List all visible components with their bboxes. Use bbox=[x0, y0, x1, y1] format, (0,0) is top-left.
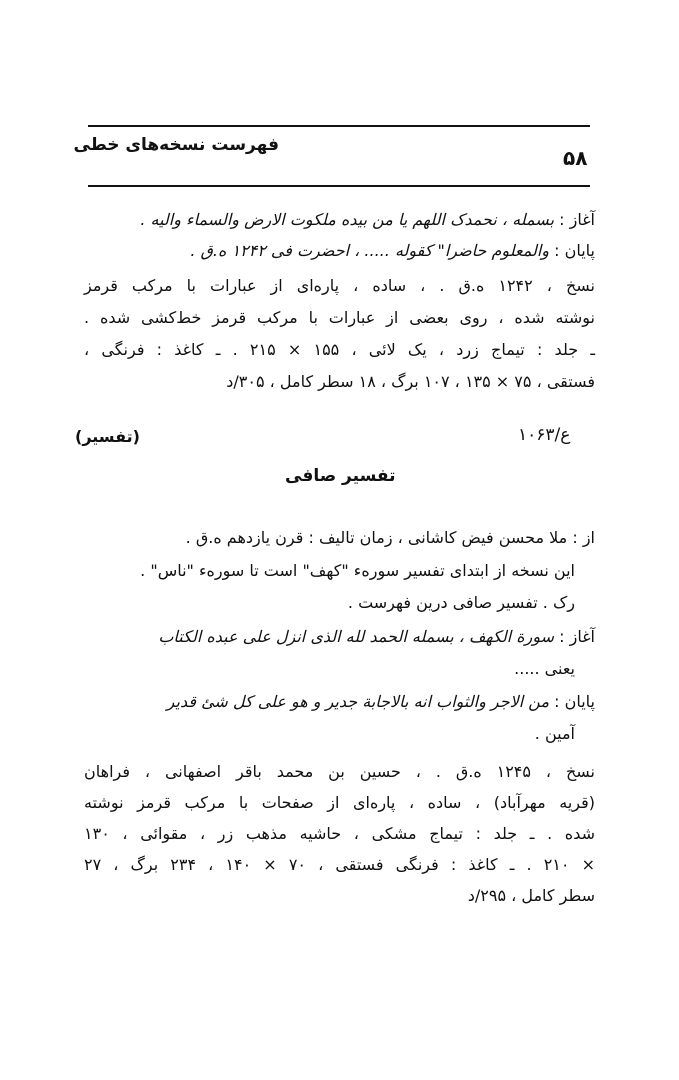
running-header-title: فهرست نسخه‌های خطی bbox=[73, 135, 279, 155]
entry2-author-line bbox=[186, 528, 595, 548]
aghaz-label: آغاز : bbox=[559, 627, 595, 646]
az-label: از : bbox=[572, 528, 595, 547]
entry1-desc-line: ـ جلد : تیماج زرد ، یک لائی ، ۱۵۵ × ۲۱۵ . ـ کاغذ : فرنگی ، bbox=[84, 340, 596, 359]
page-number: ۵۸ bbox=[563, 146, 588, 170]
entry1-desc-line: نوشته شده ، روی بعضی از عبارات با مرکب قرمز خط‌کشی شده . bbox=[84, 308, 595, 327]
catalog-number: ع/۱۰۶۳ bbox=[518, 425, 571, 445]
entry2-desc-line: (قریه مهرآباد) ، ساده ، پاره‌ای از صفحات با مرکب قرمز نوشته bbox=[84, 793, 595, 812]
payan-text: والمعلوم حاضرا" کقوله ..... ، احضرت فی ۱۲۴۲ ه.ق . bbox=[190, 241, 550, 260]
entry1-desc-line: نسخ ، ۱۲۴۲ ه.ق . ، ساده ، پاره‌ای از عبارات با مرکب قرمز bbox=[84, 276, 596, 295]
entry2-note-line: رک . تفسیر صافی درین فهرست . bbox=[347, 593, 575, 612]
entry2-aghaz-line bbox=[158, 627, 595, 647]
header-top-rule bbox=[88, 125, 590, 127]
entry2-desc-line: × ۲۱۰ . ـ کاغذ : فرنگی فستقی ، ۷۰ × ۱۴۰ ، ۲۳۴ برگ ، ۲۷ bbox=[84, 855, 595, 874]
aghaz-label: آغاز : bbox=[559, 210, 595, 229]
entry1-aghaz-line bbox=[140, 210, 595, 230]
payan-text: من الاجر والثواب انه بالاجابة جدیر و هو علی کل شئ قدیر bbox=[166, 692, 550, 711]
payan-label: پایان : bbox=[554, 241, 595, 260]
entry1-desc-line: فستقی ، ۷۵ × ۱۳۵ ، ۱۰۷ برگ ، ۱۸ سطر کامل ، ۳۰۵/د bbox=[226, 372, 595, 391]
az-text: ملا محسن فیض کاشانی ، زمان تالیف : قرن یازدهم ه.ق . bbox=[185, 528, 568, 547]
aghaz-text: سورة الکهف ، بسمله الحمد لله الذی انزل علی عبده الکتاب bbox=[158, 627, 555, 646]
entry2-note-line: این نسخه از ابتدای تفسیر سوره‌ء "کهف" است تا سوره‌ء "ناس" . bbox=[140, 561, 575, 580]
entry2-aghaz-continuation: یعنی ..... bbox=[514, 659, 575, 678]
entry2-payan-continuation: آمین . bbox=[534, 724, 575, 743]
entry1-payan-line bbox=[190, 241, 595, 261]
aghaz-text: بسمله ، نحمدک اللهم یا من بیده ملکوت الارض والسماء والیه . bbox=[140, 210, 555, 229]
entry-title: تفسیر صافی bbox=[285, 466, 396, 486]
entry2-payan-line bbox=[167, 692, 595, 712]
payan-label: پایان : bbox=[554, 692, 595, 711]
entry2-desc-line: نسخ ، ۱۲۴۵ ه.ق . ، حسین بن محمد باقر اصفهانی ، فراهان bbox=[84, 762, 596, 781]
entry2-desc-line: سطر کامل ، ۲۹۵/د bbox=[467, 886, 595, 905]
entry2-desc-line: شده . ـ جلد : تیماج مشکی ، حاشیه مذهب زر ، مقوائی ، ۱۳۰ bbox=[84, 824, 595, 843]
header-bottom-rule bbox=[88, 185, 590, 187]
subject-heading: (تفسیر) bbox=[75, 427, 140, 446]
